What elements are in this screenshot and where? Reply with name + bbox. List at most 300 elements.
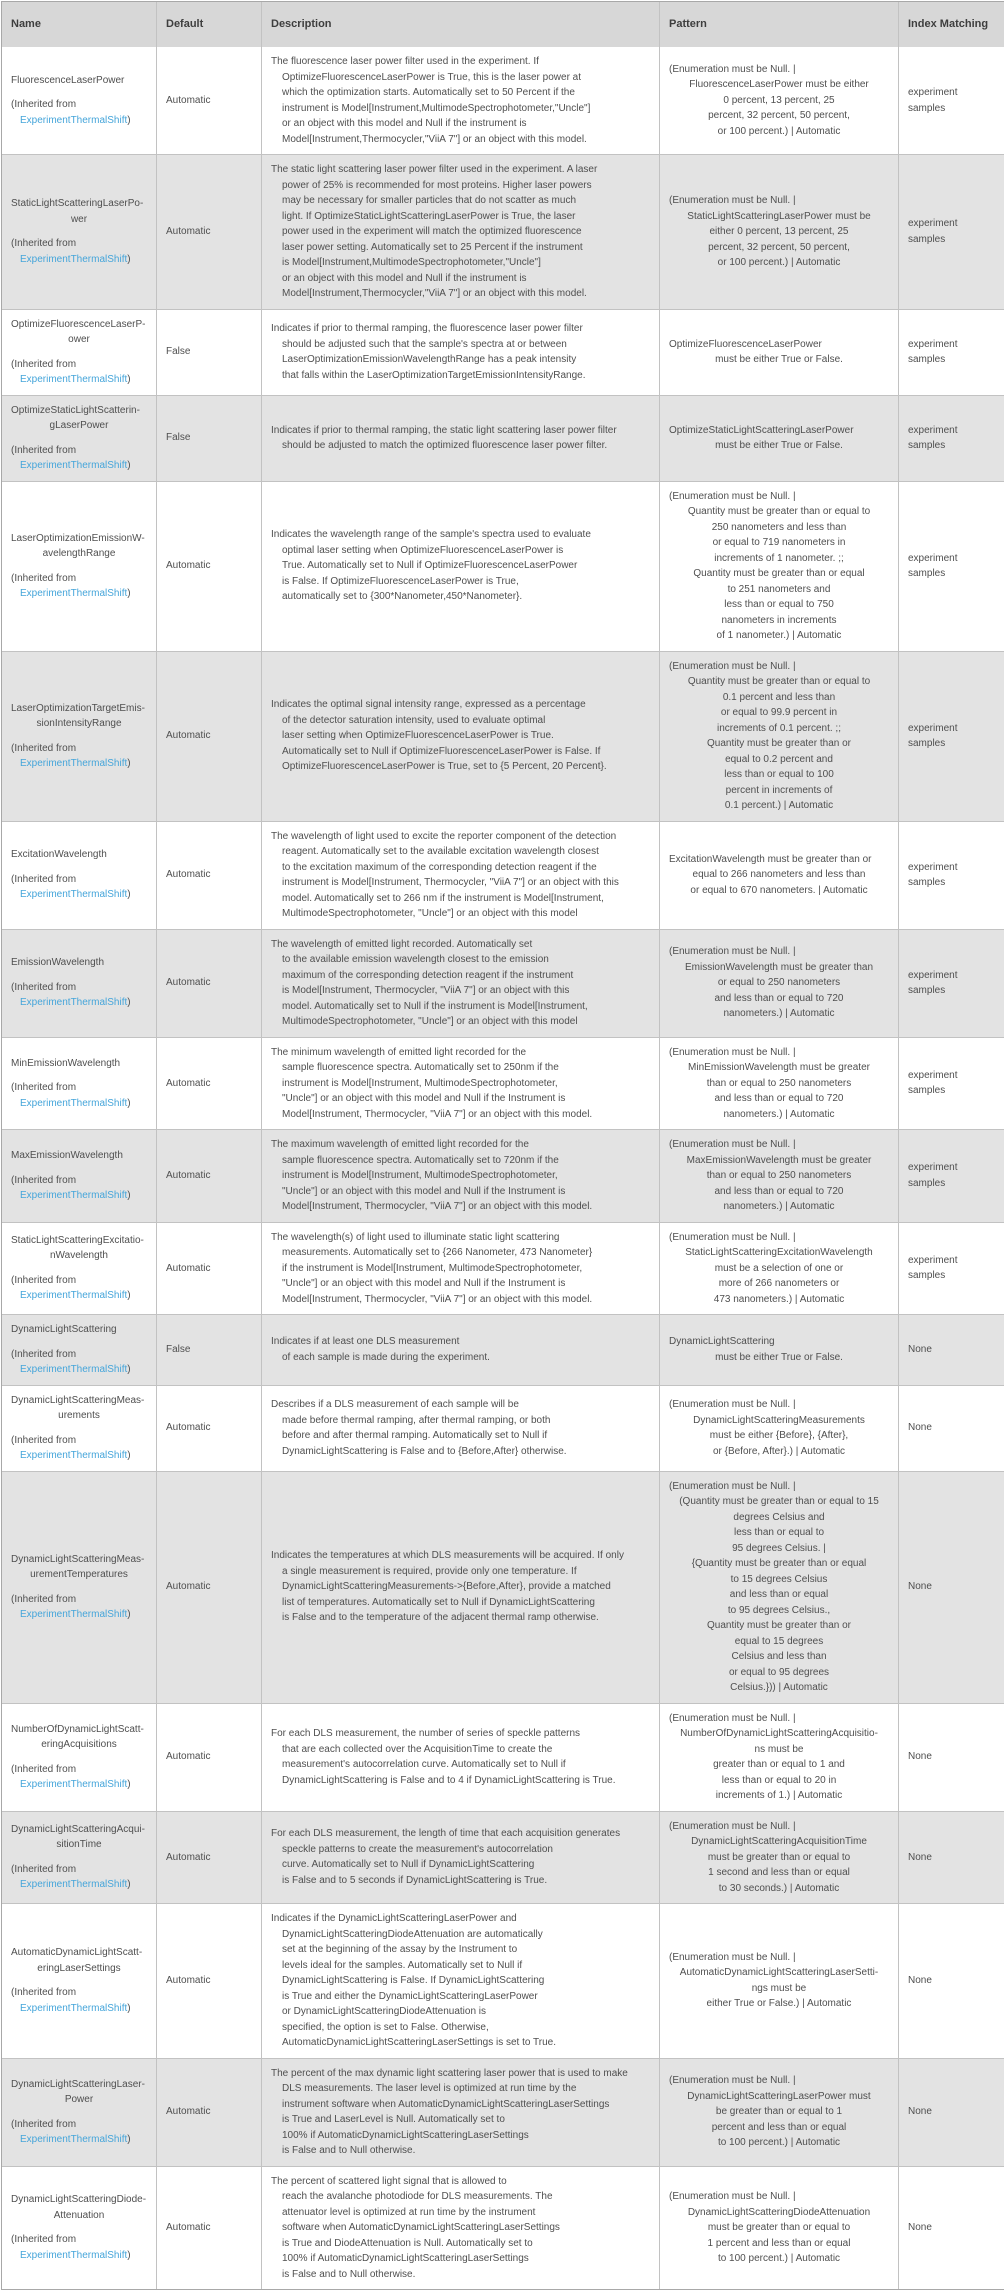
text-line: (Enumeration must be Null. |: [669, 2075, 796, 2087]
text-line: avelengthRange: [42, 548, 116, 559]
description-cell: [261, 2059, 659, 2166]
pattern-cell: [659, 155, 898, 309]
inherited-from: [11, 741, 147, 772]
inherited-line: [11, 1877, 147, 1893]
inherited-from: [11, 1273, 147, 1304]
text-line: increments of 1.) | Automatic: [715, 1790, 843, 1801]
inherited-link[interactable]: ExperimentThermalShift: [20, 253, 128, 265]
inherited-from: [11, 2117, 147, 2148]
inherited-prefix: (Inherited from: [11, 1274, 77, 1286]
option-name: [11, 196, 147, 227]
text-line: Model[Instrument, Thermocycler, "ViiA 7"] or an object with this model.: [282, 1201, 593, 1212]
option-name-cell: [2, 1904, 156, 2058]
option-name-cell: [2, 155, 156, 309]
text-line: Power: [64, 2094, 94, 2105]
text-line: 95 degrees Celsius. |: [732, 1542, 826, 1554]
text-line: 250 nanometers and less than: [711, 521, 847, 533]
description-cell: [261, 930, 659, 1037]
pattern-cell: [659, 1130, 898, 1222]
inherited-prefix: (Inherited from: [11, 1763, 77, 1775]
text-line: less than or equal to 750: [724, 599, 834, 610]
table-row: [2, 1314, 1004, 1385]
inherited-suffix: ): [127, 1097, 131, 1109]
index-matching-cell: experiment samples: [898, 1038, 1004, 1130]
text-line: (Enumeration must be Null. |: [669, 660, 796, 672]
text-line: of 1 nanometer.) | Automatic: [716, 630, 842, 641]
inherited-suffix: ): [127, 1364, 131, 1375]
text-line: or 100 percent.) | Automatic: [717, 125, 841, 137]
inherited-prefix: (Inherited from: [11, 1434, 77, 1446]
text-line: is False and to Null otherwise.: [282, 2268, 416, 2280]
pattern-cell: [659, 822, 898, 929]
text-line: DynamicLightScattering is False and to 4 if DynamicLightScattering is True.: [282, 1774, 616, 1786]
header-pattern: Pattern: [659, 2, 898, 47]
option-name-cell: [2, 1386, 156, 1471]
text-line: Indicates the optimal signal intensity range, expressed as a percentage: [271, 699, 586, 711]
text-line: The wavelength of light used to excite the reporter component of the detection: [271, 830, 617, 842]
text-line: attenuator level is optimized at run time by the instrument: [282, 2206, 536, 2218]
table-row: [2, 47, 1004, 154]
text-line: Celsius and less than: [731, 1651, 827, 1662]
text-line: DynamicLightScatteringDiodeAttenuation: [687, 2206, 871, 2218]
text-line: "Uncle"] or an object with this model and Null if the Instrument is: [282, 1278, 566, 1289]
table-row: [2, 2166, 1004, 2290]
table-row: [2, 821, 1004, 929]
text-line: DynamicLightScatteringMeas-: [11, 1394, 145, 1406]
text-line: 1 second and less than or equal: [708, 1867, 850, 1878]
text-line: ExcitationWavelength must be greater than or: [669, 853, 872, 865]
inherited-prefix: (Inherited from: [11, 1987, 77, 1999]
text-line: nanometers in increments: [721, 614, 837, 626]
option-name-cell: [2, 930, 156, 1037]
text-line: list of temperatures. Automatically set to Null if DynamicLightScattering: [282, 1596, 595, 1608]
text-line: OptimizeStaticLightScatteringLaserPower: [669, 424, 854, 436]
inherited-line: [11, 1096, 147, 1112]
text-line: DLS measurements. The laser level is optimized at run time by the: [282, 2083, 577, 2094]
text-line: be greater than or equal to 1: [715, 2106, 843, 2118]
description-cell: [261, 1315, 659, 1385]
inherited-suffix: ): [127, 997, 131, 1009]
inherited-from: [11, 443, 147, 474]
text-line: made before thermal ramping, after thermal ramping, or both: [282, 1414, 551, 1426]
text-line: "Uncle"] or an object with this model and Null if the Instrument is: [282, 1185, 566, 1197]
text-line: EmissionWavelength must be greater than: [684, 961, 874, 973]
pattern-cell: [659, 1223, 898, 1315]
description-cell: [261, 310, 659, 395]
text-line: either True or False.) | Automatic: [706, 1998, 852, 2010]
text-line: must be a selection of one or: [714, 1262, 844, 1274]
inherited-from: [11, 1173, 147, 1204]
text-line: (Enumeration must be Null. |: [669, 63, 796, 75]
pattern-cell: [659, 1038, 898, 1130]
description-cell: [261, 396, 659, 481]
inherited-link[interactable]: ExperimentThermalShift: [20, 1609, 128, 1620]
inherited-prefix: (Inherited from: [11, 2234, 77, 2246]
index-matching-cell: None: [898, 1472, 1004, 1703]
inherited-link[interactable]: ExperimentThermalShift: [20, 1097, 128, 1109]
text-line: less than or equal to: [733, 1527, 825, 1538]
description-cell: [261, 482, 659, 651]
text-line: equal to 15 degrees: [734, 1635, 824, 1647]
inherited-suffix: ): [127, 1609, 131, 1620]
text-line: FluorescenceLaserPower must be either: [689, 79, 869, 91]
table-row: [2, 481, 1004, 651]
inherited-suffix: ): [127, 114, 131, 126]
text-line: Attenuation: [53, 2209, 105, 2221]
text-line: instrument is Model[Instrument, MultimodeSpectrophotometer,: [282, 1170, 558, 1181]
inherited-prefix: (Inherited from: [11, 1174, 77, 1186]
text-line: (Enumeration must be Null. |: [669, 1951, 796, 1963]
text-line: to 95 degrees Celsius.,: [727, 1604, 831, 1616]
inherited-suffix: ): [127, 374, 131, 385]
text-line: less than or equal to 100: [724, 769, 834, 780]
index-matching-cell: experiment samples: [898, 47, 1004, 154]
text-line: is Model[Instrument, Thermocycler, "ViiA 7"] or an object with this: [282, 985, 570, 996]
default-value-cell: Automatic: [156, 1812, 261, 1904]
text-line: must be greater than or equal to: [707, 2222, 851, 2233]
text-line: equal to 266 nanometers and less than: [692, 869, 866, 881]
index-matching-cell: experiment samples: [898, 930, 1004, 1037]
option-name: [11, 1322, 147, 1338]
text-line: that are each collected over the AcquisitionTime to create the: [282, 1743, 553, 1755]
text-line: optimal laser setting when OptimizeFluorescenceLaserPower is: [282, 544, 564, 556]
text-line: nanometers.) | Automatic: [723, 1108, 835, 1120]
table-row: [2, 2058, 1004, 2166]
text-line: software when AutomaticDynamicLightScatteringLaserSettings: [282, 2222, 560, 2233]
pattern-cell: [659, 1904, 898, 2058]
text-line: or an object with this model and Null if the instrument is: [282, 272, 527, 284]
inherited-line: [11, 586, 147, 602]
header-default: Default: [156, 2, 261, 47]
text-line: percent and less than or equal: [711, 2121, 847, 2133]
text-line: 0 percent, 13 percent, 25: [723, 94, 835, 106]
inherited-prefix: (Inherited from: [11, 238, 77, 250]
text-line: that falls within the LaserOptimizationTargetEmissionIntensityRange.: [282, 369, 586, 381]
option-name: [11, 1056, 147, 1072]
inherited-line: [11, 887, 147, 903]
text-line: either 0 percent, 13 percent, 25: [709, 226, 849, 237]
text-line: is False and to Null otherwise.: [282, 2145, 416, 2156]
option-name-cell: [2, 310, 156, 395]
inherited-link[interactable]: ExperimentThermalShift: [20, 1450, 128, 1461]
text-line: measurement's autocorrelation curve. Automatically set to Null if: [282, 1759, 566, 1770]
text-line: (Enumeration must be Null. |: [669, 1712, 796, 1724]
text-line: DynamicLightScattering: [669, 1336, 775, 1348]
text-line: Quantity must be greater than or: [707, 1620, 851, 1631]
text-line: DynamicLightScatteringMeasurements: [693, 1414, 865, 1426]
index-matching-cell: None: [898, 2167, 1004, 2290]
text-line: The percent of the max dynamic light scattering laser power that is used to make: [271, 2067, 628, 2079]
option-name-cell: [2, 482, 156, 651]
default-value-cell: Automatic: [156, 1038, 261, 1130]
index-matching-cell: experiment samples: [898, 1223, 1004, 1315]
text-line: power of 25% is recommended for most proteins. Higher laser powers: [282, 179, 592, 191]
text-line: and less than or equal: [729, 1589, 829, 1600]
text-line: is Model[Instrument,MultimodeSpectrophotometer,"Uncle"]: [282, 257, 541, 268]
inherited-from: [11, 97, 147, 128]
text-line: automatically set to {300*Nanometer,450*Nanometer}.: [282, 591, 523, 603]
text-line: urementTemperatures: [30, 1569, 128, 1580]
description-cell: [261, 1812, 659, 1904]
text-line: 473 nanometers.) | Automatic: [713, 1293, 845, 1305]
header-description: Description: [261, 2, 659, 47]
text-line: reagent. Automatically set to the available excitation wavelength closest: [282, 846, 599, 857]
text-line: ower: [68, 334, 90, 345]
description-cell: [261, 652, 659, 821]
text-line: is False. If OptimizeFluorescenceLaserPower is True,: [282, 575, 519, 587]
text-line: to 30 seconds.) | Automatic: [718, 1882, 840, 1894]
default-value-cell: False: [156, 1315, 261, 1385]
text-line: LaserOptimizationEmissionW-: [11, 532, 145, 544]
text-line: model. Automatically set to Null if the instrument is Model[Instrument,: [282, 1000, 588, 1012]
text-line: model. Automatically set to 266 nm if the instrument is Model[Instrument,: [282, 892, 604, 904]
default-value-cell: Automatic: [156, 482, 261, 651]
text-line: FluorescenceLaserPower: [11, 74, 125, 86]
index-matching-cell: experiment samples: [898, 310, 1004, 395]
inherited-link[interactable]: ExperimentThermalShift: [20, 2249, 128, 2261]
table-row: [2, 1222, 1004, 1315]
text-line: DynamicLightScattering is False. If DynamicLightScattering: [282, 1975, 545, 1986]
option-name-cell: [2, 2167, 156, 2290]
inherited-suffix: ): [127, 1879, 131, 1891]
text-line: specified, the option is set to False. Otherwise,: [282, 2021, 489, 2033]
default-value-cell: Automatic: [156, 1386, 261, 1471]
text-line: maximum of the corresponding detection reagent if the instrument: [282, 969, 574, 981]
option-name: [11, 73, 147, 89]
inherited-from: [11, 1080, 147, 1111]
text-line: to 251 nanometers and: [727, 583, 831, 595]
inherited-link[interactable]: ExperimentThermalShift: [20, 2002, 128, 2014]
inherited-link[interactable]: ExperimentThermalShift: [20, 889, 128, 901]
text-line: NumberOfDynamicLightScatteringAcquisitio-: [680, 1728, 878, 1739]
table-row: [2, 1037, 1004, 1130]
option-name: [11, 1552, 147, 1583]
inherited-suffix: ): [127, 253, 131, 265]
text-line: DynamicLightScatteringAcqui-: [11, 1823, 145, 1835]
option-name: [11, 701, 147, 732]
inherited-from: [11, 2232, 147, 2263]
text-line: (Enumeration must be Null. |: [669, 2191, 796, 2202]
text-line: Indicates if prior to thermal ramping, the fluorescence laser power filter: [271, 323, 583, 334]
text-line: than or equal to 250 nanometers: [706, 1170, 852, 1181]
inherited-line: [11, 1362, 147, 1378]
text-line: AutomaticDynamicLightScatteringLaserSetti-: [679, 1967, 879, 1979]
text-line: equal to 0.2 percent and: [725, 753, 833, 765]
table-row: [2, 651, 1004, 821]
table-row: [2, 154, 1004, 309]
option-name: [11, 1722, 147, 1753]
table-row: [2, 1903, 1004, 2058]
option-name-cell: [2, 1704, 156, 1811]
text-line: less than or equal to 20 in: [721, 1774, 837, 1786]
text-line: AutomaticDynamicLightScatt-: [11, 1947, 143, 1959]
pattern-cell: [659, 396, 898, 481]
header-index-matching: [898, 2, 1004, 47]
text-line: Quantity must be greater than or equal to: [687, 676, 871, 687]
index-matching-cell: experiment samples: [898, 822, 1004, 929]
text-line: The fluorescence laser power filter used in the experiment. If: [271, 56, 539, 67]
text-line: to the available emission wavelength closest to the emission: [282, 954, 549, 965]
text-line: 1 percent and less than or equal: [707, 2237, 851, 2249]
inherited-line: [11, 458, 147, 474]
inherited-from: [11, 1762, 147, 1793]
text-line: For each DLS measurement, the number of series of speckle patterns: [271, 1728, 581, 1739]
text-line: MultimodeSpectrophotometer, "Uncle"] or an object with this model: [282, 1016, 578, 1027]
table-row: [2, 1385, 1004, 1471]
text-line: OptimizeFluorescenceLaserP-: [11, 318, 146, 330]
inherited-from: [11, 236, 147, 267]
inherited-line: [11, 2001, 147, 2017]
inherited-link[interactable]: ExperimentThermalShift: [20, 2134, 128, 2145]
index-matching-cell: experiment samples: [898, 482, 1004, 651]
text-line: NumberOfDynamicLightScatt-: [11, 1723, 144, 1735]
text-line: instrument is Model[Instrument, MultimodeSpectrophotometer,: [282, 1077, 558, 1089]
text-line: or an object with this model and Null if the instrument is: [282, 118, 527, 129]
option-name-cell: [2, 822, 156, 929]
text-line: eringAcquisitions: [41, 1739, 117, 1750]
text-line: reach the avalanche photodiode for DLS measurements. The: [282, 2191, 553, 2202]
table-row: [2, 1471, 1004, 1703]
text-line: and less than or equal to 720: [714, 992, 844, 1004]
option-name: [11, 1822, 147, 1853]
text-line: or equal to 719 nanometers in: [712, 537, 846, 548]
inherited-from: [11, 1592, 147, 1623]
option-name: [11, 1945, 147, 1976]
text-line: ngs must be: [751, 1982, 807, 1994]
text-line: more of 266 nanometers or: [718, 1278, 840, 1289]
text-line: DynamicLightScattering is False and to {Before,After} otherwise.: [282, 1445, 567, 1457]
inherited-link[interactable]: ExperimentThermalShift: [20, 374, 128, 385]
text-line: Indicates the wavelength range of the sample's spectra used to evaluate: [271, 529, 591, 541]
text-line: levels ideal for the samples. Automatically set to Null if: [282, 1959, 523, 1971]
text-line: or equal to 250 nanometers: [717, 977, 841, 989]
default-value-cell: Automatic: [156, 155, 261, 309]
text-line: may be necessary for smaller particles that do not scatter as much: [282, 195, 577, 206]
text-line: light. If OptimizeStaticLightScatteringLaserPower is True, the laser: [282, 210, 576, 222]
text-line: percent in increments of: [725, 784, 833, 796]
text-line: MinEmissionWavelength: [11, 1057, 121, 1069]
description-cell: [261, 155, 659, 309]
pattern-cell: [659, 2167, 898, 2290]
option-name: [11, 2077, 147, 2108]
text-line: (Enumeration must be Null. |: [669, 1820, 796, 1832]
text-line: before and after thermal ramping. Automatically set to Null if: [282, 1430, 548, 1441]
text-line: MaxEmissionWavelength: [11, 1150, 123, 1161]
text-line: and less than or equal to 720: [714, 1093, 844, 1104]
pattern-cell: [659, 482, 898, 651]
table-header-row: [2, 2, 1004, 47]
text-line: to 100 percent.) | Automatic: [717, 2137, 841, 2149]
inherited-link[interactable]: ExperimentThermalShift: [20, 1364, 128, 1375]
text-line: of the detector saturation intensity, used to evaluate optimal: [282, 714, 546, 726]
text-line: if the instrument is Model[Instrument, MultimodeSpectrophotometer,: [282, 1262, 583, 1274]
inherited-suffix: ): [127, 1779, 131, 1790]
text-line: 100% if AutomaticDynamicLightScatteringLaserSettings: [282, 2253, 529, 2264]
text-line: laser power setting. Automatically set to 25 Percent if the instrument: [282, 241, 583, 253]
text-line: increments of 0.1 percent. ;;: [717, 722, 841, 734]
table-row: [2, 1811, 1004, 1904]
inherited-link[interactable]: ExperimentThermalShift: [20, 588, 128, 599]
inherited-link[interactable]: ExperimentThermalShift: [20, 114, 128, 126]
inherited-from: [11, 1347, 147, 1378]
option-name-cell: [2, 1038, 156, 1130]
text-line: ns must be: [754, 1743, 804, 1755]
pattern-cell: [659, 1704, 898, 1811]
text-line: 0.1 percent and less than: [722, 691, 836, 703]
text-line: or {Before, After}.) | Automatic: [712, 1445, 846, 1457]
inherited-prefix: (Inherited from: [11, 1348, 77, 1360]
header-index-matching-label: Index Matching: [908, 17, 989, 30]
inherited-prefix: (Inherited from: [11, 1082, 77, 1093]
inherited-link[interactable]: ExperimentThermalShift: [20, 1879, 128, 1891]
description-cell: [261, 1386, 659, 1471]
inherited-suffix: ): [127, 758, 131, 769]
inherited-suffix: ): [127, 1290, 131, 1302]
text-line: Indicates if at least one DLS measurement: [271, 1336, 460, 1348]
text-line: (Enumeration must be Null. |: [669, 946, 796, 958]
index-matching-cell: None: [898, 2059, 1004, 2166]
text-line: For each DLS measurement, the length of time that each acquisition generates: [271, 1828, 621, 1840]
description-cell: [261, 47, 659, 154]
inherited-link[interactable]: ExperimentThermalShift: [20, 758, 128, 769]
text-line: is True and either the DynamicLightScatteringLaserPower: [282, 1990, 538, 2002]
text-line: DynamicLightScatteringDiode-: [11, 2194, 147, 2206]
inherited-suffix: ): [127, 2002, 131, 2014]
default-value-cell: Automatic: [156, 1704, 261, 1811]
inherited-prefix: (Inherited from: [11, 2118, 77, 2130]
text-line: OptimizeStaticLightScatterin-: [11, 404, 140, 416]
text-line: The static light scattering laser power filter used in the experiment. A laser: [271, 164, 598, 175]
text-line: MinEmissionWavelength must be greater: [688, 1062, 870, 1073]
text-line: or DynamicLightScatteringDiodeAttenuation is: [282, 2006, 486, 2017]
text-line: {Quantity must be greater than or equal: [691, 1558, 867, 1569]
index-matching-cell: experiment samples: [898, 1130, 1004, 1222]
inherited-link[interactable]: ExperimentThermalShift: [20, 460, 128, 471]
inherited-from: [11, 1985, 147, 2016]
inherited-prefix: (Inherited from: [11, 981, 77, 993]
inherited-prefix: (Inherited from: [11, 358, 77, 370]
option-name-cell: [2, 1223, 156, 1315]
option-name: [11, 2192, 147, 2223]
inherited-line: [11, 372, 147, 388]
options-table: [1, 1, 1004, 2290]
inherited-prefix: (Inherited from: [11, 873, 77, 885]
inherited-link[interactable]: ExperimentThermalShift: [20, 1779, 128, 1790]
text-line: (Quantity must be greater than or equal to 15: [679, 1496, 879, 1507]
inherited-suffix: ): [127, 460, 131, 471]
inherited-link[interactable]: ExperimentThermalShift: [20, 997, 128, 1009]
text-line: must be either True or False.: [715, 354, 843, 365]
text-line: (Enumeration must be Null. |: [669, 490, 796, 502]
option-name: [11, 1233, 147, 1264]
text-line: to 100 percent.) | Automatic: [717, 2253, 841, 2264]
pattern-cell: [659, 1386, 898, 1471]
text-line: Model[Instrument, Thermocycler, "ViiA 7"] or an object with this model.: [282, 1108, 593, 1120]
inherited-link[interactable]: ExperimentThermalShift: [20, 1190, 128, 1201]
option-name-cell: [2, 396, 156, 481]
inherited-link[interactable]: ExperimentThermalShift: [20, 1290, 128, 1302]
option-name: [11, 317, 147, 348]
text-line: The minimum wavelength of emitted light recorded for the: [271, 1046, 527, 1058]
text-line: OptimizeFluorescenceLaserPower is True, set to {5 Percent, 20 Percent}.: [282, 761, 607, 773]
text-line: Indicates the temperatures at which DLS measurements will be acquired. If only: [271, 1550, 624, 1562]
text-line: Describes if a DLS measurement of each sample will be: [271, 1399, 519, 1410]
pattern-cell: [659, 2059, 898, 2166]
inherited-suffix: ): [127, 2134, 131, 2145]
text-line: set at the beginning of the assay by the Instrument to: [282, 1944, 518, 1955]
text-line: must be either True or False.: [715, 1351, 843, 1363]
text-line: which the optimization starts. Automatically set to 50 Percent if the: [282, 87, 575, 98]
